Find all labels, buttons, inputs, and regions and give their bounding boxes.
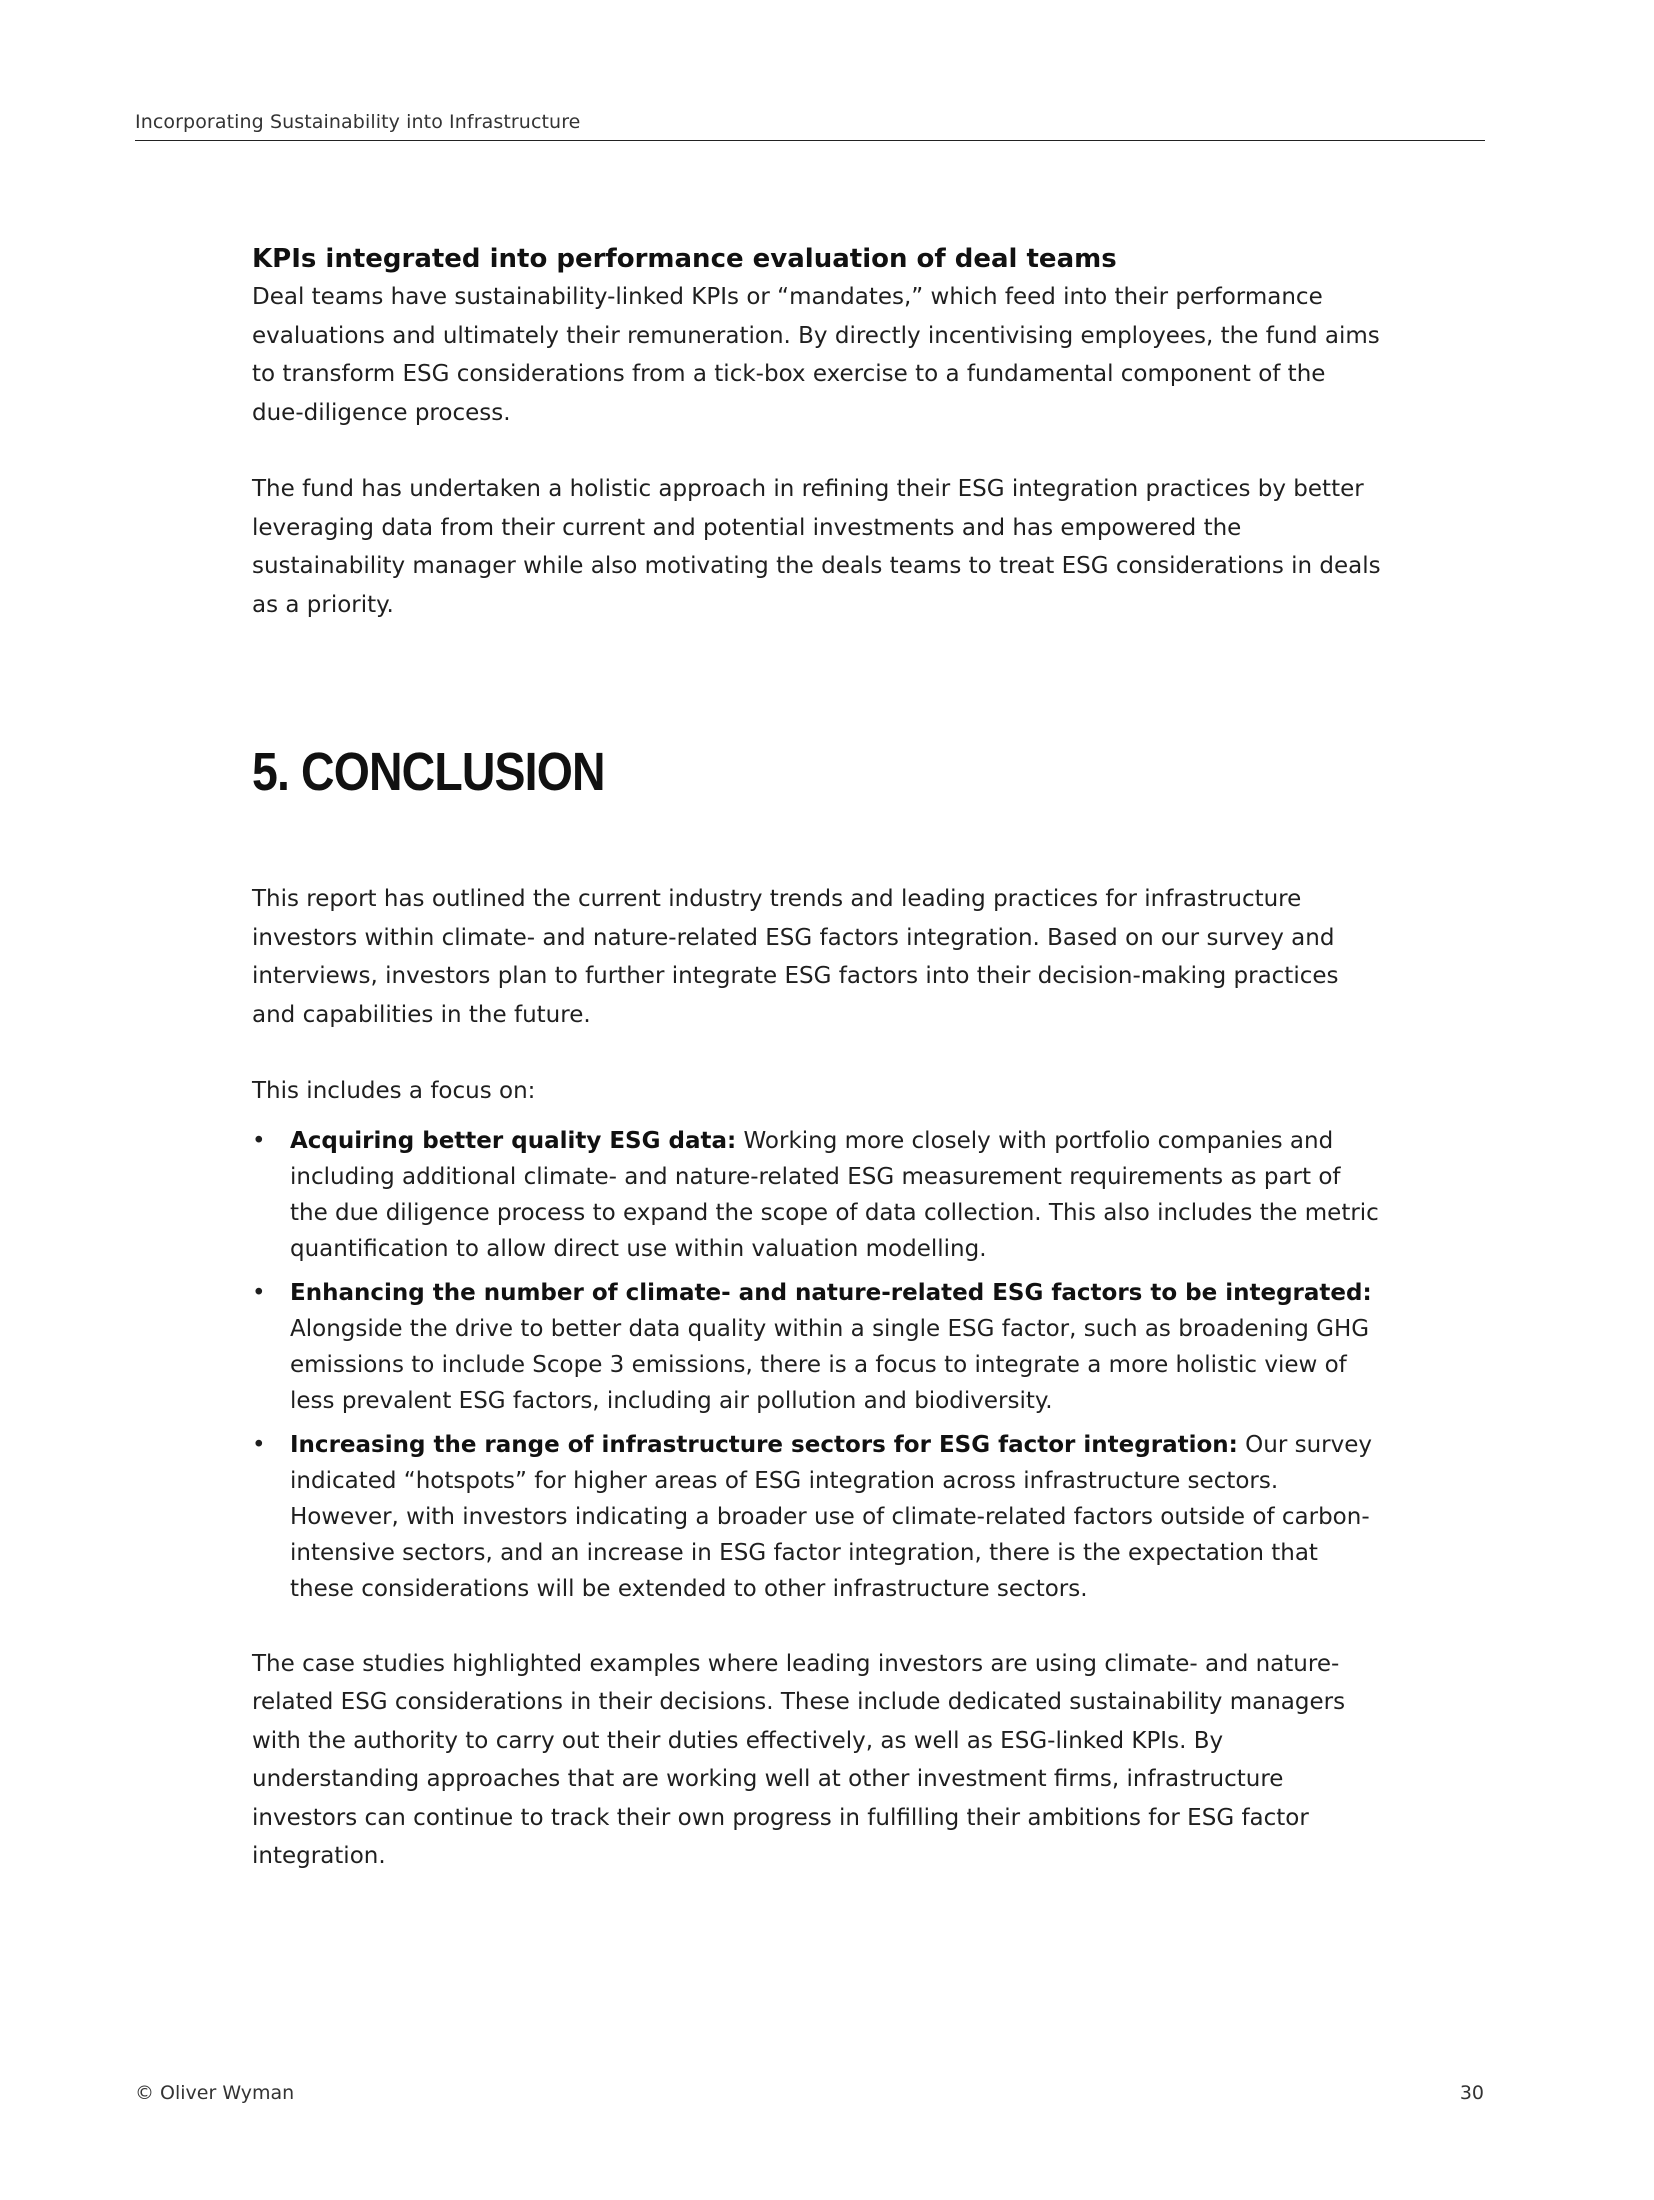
bullet-text: Alongside the drive to better data quality within a single ESG factor, such as broadening GHG emissions to include Scope 3 emissions, there is a focus to integrate a more holistic view of less prevalent ESG factors, including air pollution and biodiversity. [290,1315,1370,1414]
bullet-text: Working more closely with portfolio companies and including additional climate- and nature-related ESG measurement requirements as part of the due diligence process to expand the scope of data collection. This also includes the metric quantification to allow direct use within valuation modelling. [290,1127,1379,1262]
bullet-lead: Increasing the range of infrastructure sectors for ESG factor integration: [290,1431,1238,1458]
header-divider [135,140,1485,141]
conclusion-closing: The case studies highlighted examples where leading investors are using climate- and nature-related ESG considerations in their decisions. These include dedicated sustainability managers with the authority to carry out their duties effectively, as well as ESG-linked KPIs. By understanding approaches that are working well at other investment firms, infrastructure investors can continue to track their own progress in fulfilling their ambitions for ESG factor integration. [252,1650,1346,1869]
kpi-paragraph-1: Deal teams have sustainability-linked KPIs or “mandates,” which feed into their performance evaluations and ultimately their remuneration. By directly incentivising employees, the fund aims to transform ESG considerations from a tick-box exercise to a fundamental component of the due-diligence process. [252,284,1380,426]
bullet-icon: • [252,1431,266,1458]
page-content [252,240,1382,1876]
running-header: Incorporating Sustainability into Infrastructure [135,111,581,133]
page-number: 30 [1459,2082,1484,2104]
list-item [252,1427,1382,1607]
section-title: 5. CONCLUSION [252,742,605,802]
bullet-lead: Acquiring better quality ESG data: [290,1127,737,1154]
footer-copyright: © Oliver Wyman [135,2082,295,2104]
list-item [252,1275,1382,1419]
conclusion-intro: This report has outlined the current industry trends and leading practices for infrastructure investors within climate- and nature-related ESG factors integration. Based on our survey and interviews, investors plan to further integrate ESG factors into their decision-making practices and capabilities in the future. [252,886,1339,1028]
focus-list [252,1123,1382,1607]
bullet-text: Our survey indicated “hotspots” for higher areas of ESG integration across infrastructure sectors. However, with investors indicating a broader use of climate-related factors outside of carbon-intensive sectors, and an increase in ESG factor integration, there is the expectation that these considerations will be extended to other infrastructure sectors. [290,1431,1372,1602]
bullet-icon: • [252,1279,266,1306]
kpi-paragraph-2: The fund has undertaken a holistic approach in refining their ESG integration practices by better leveraging data from their current and potential investments and has empowered the sustainability manager while also motivating the deals teams to treat ESG considerations in deals as a priority. [252,476,1381,618]
list-item [252,1123,1382,1267]
kpi-subheading: KPIs integrated into performance evaluation of deal teams [252,244,1117,274]
bullet-icon: • [252,1127,266,1154]
bullet-lead: Enhancing the number of climate- and nature-related ESG factors to be integrated: [290,1279,1372,1306]
focus-lead: This includes a focus on: [252,1078,536,1104]
